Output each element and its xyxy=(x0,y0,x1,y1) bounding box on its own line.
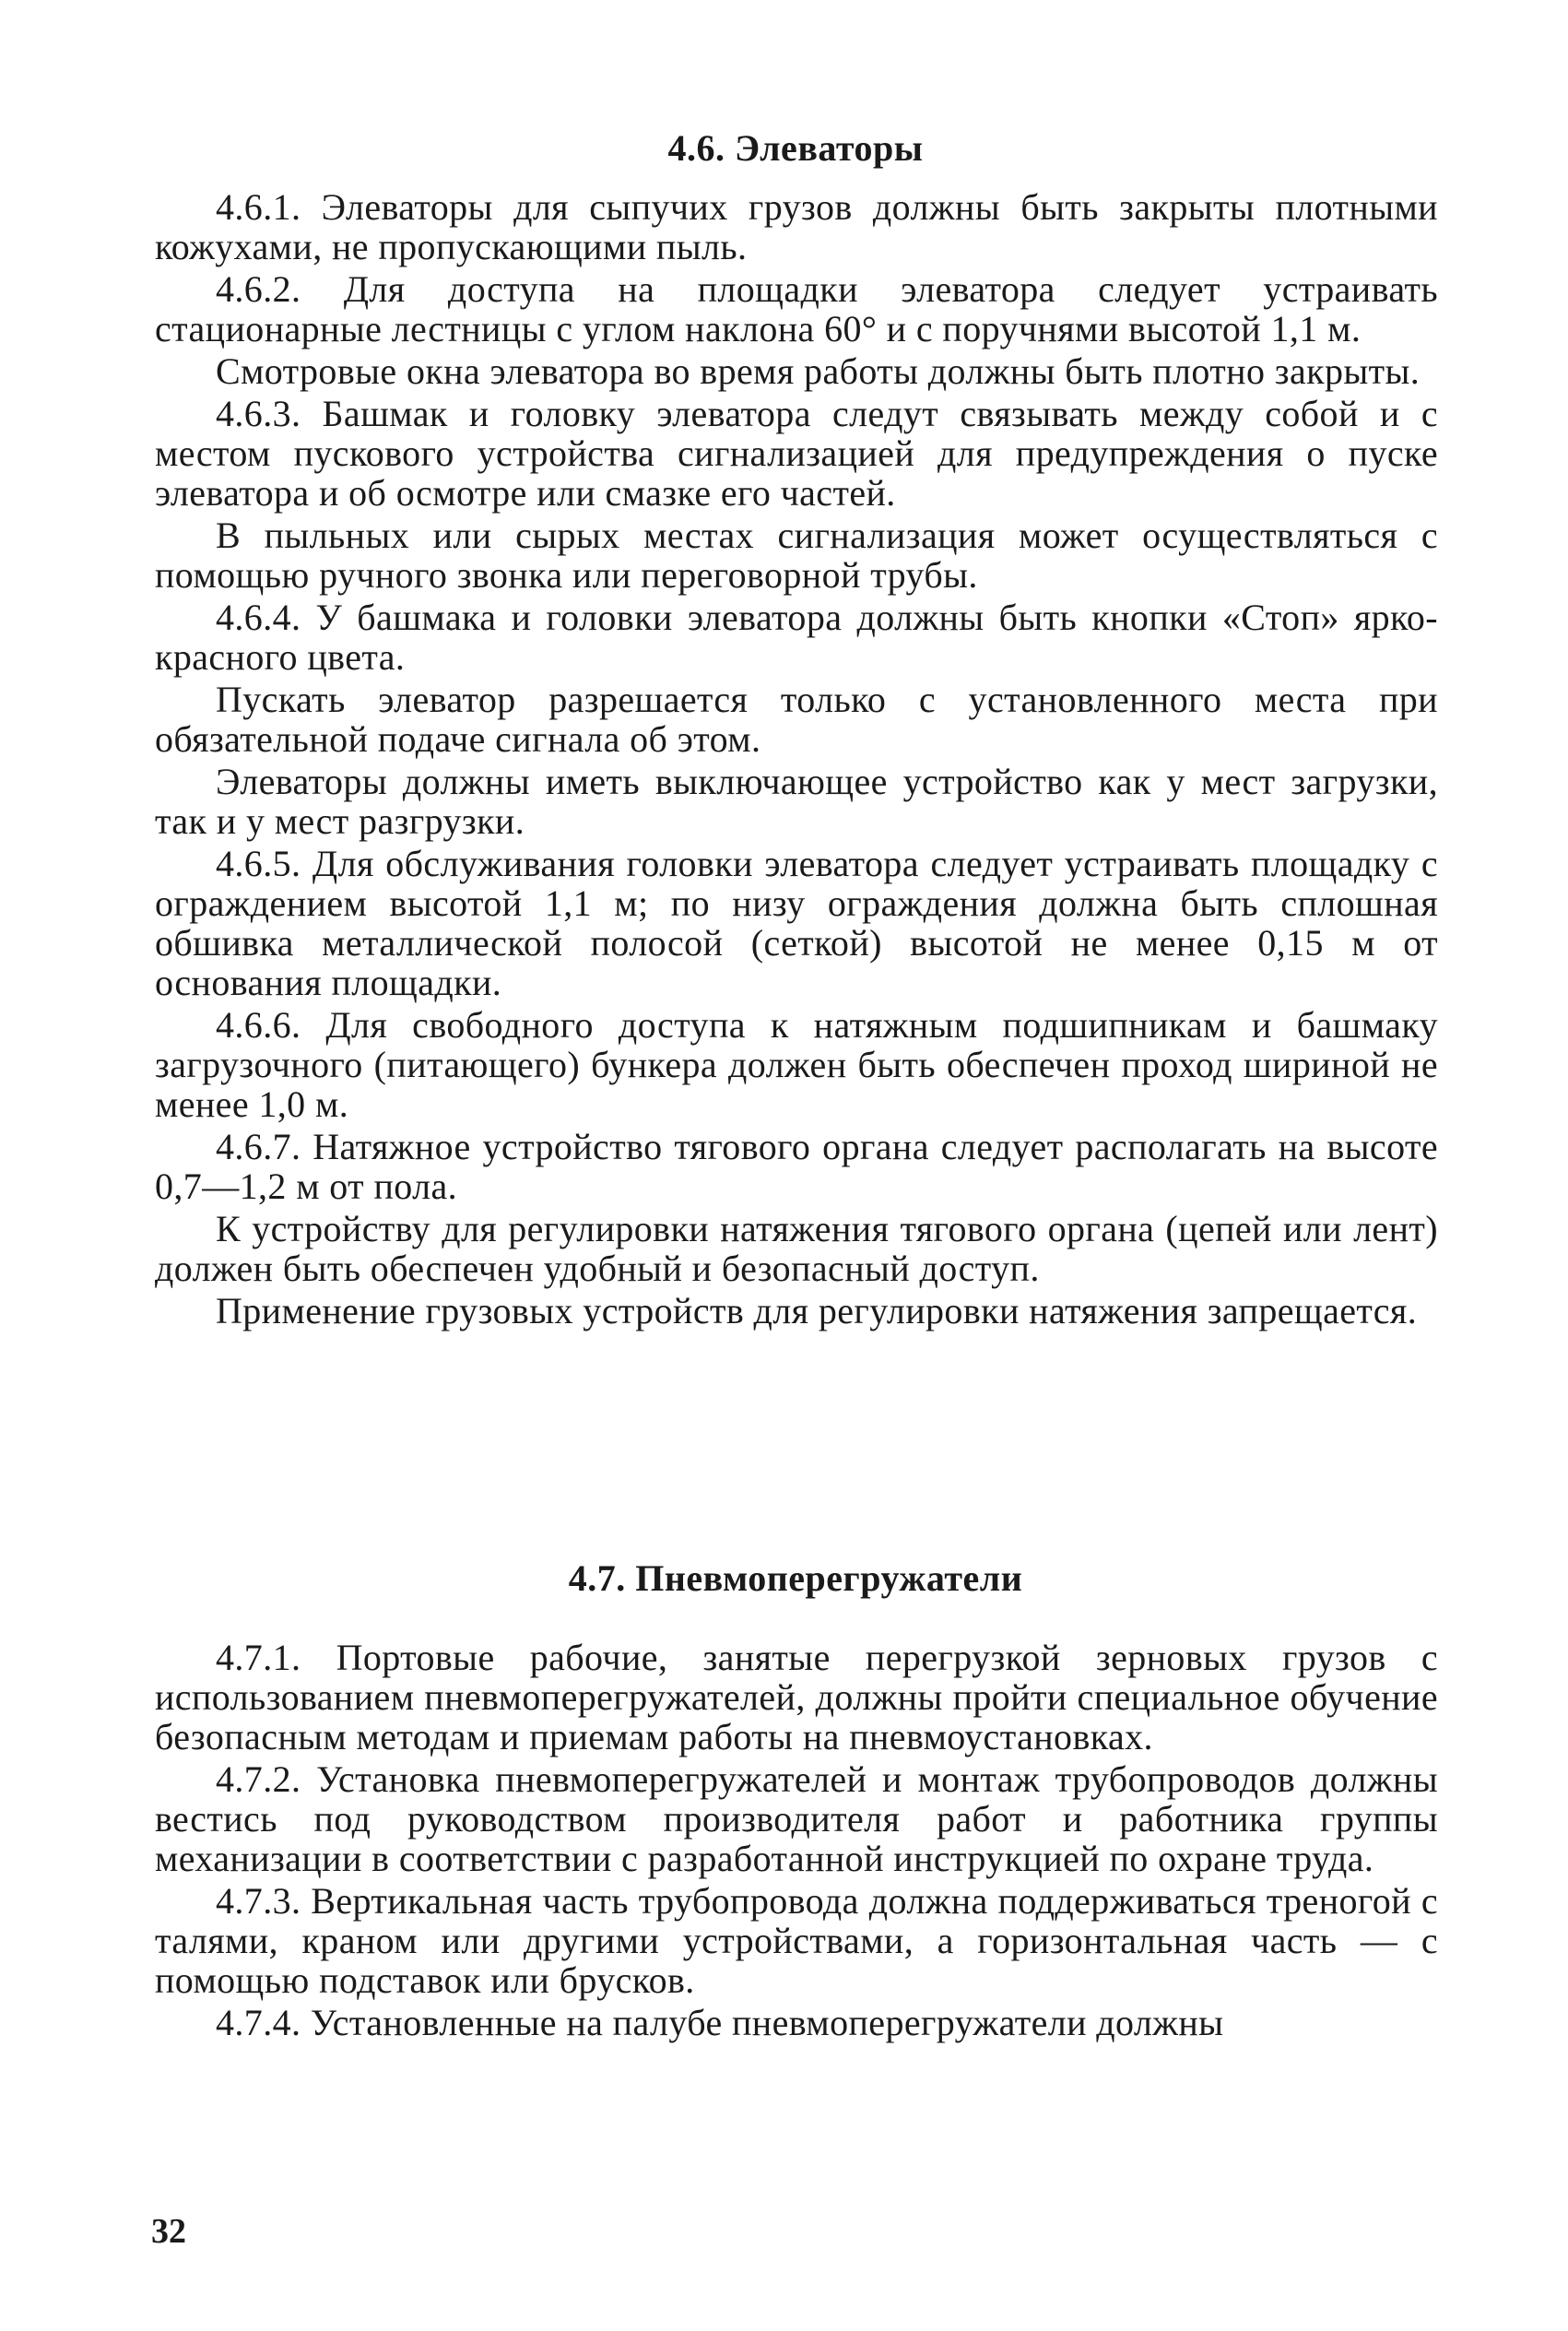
paragraph: 4.6.2. Для доступа на площадки элеватора следует устраивать стационарные лестницы с углом наклона 60° и с поручнями высотой 1,1 м. xyxy=(155,268,1438,349)
section-body-elevators xyxy=(155,187,1438,1333)
section-heading-pneumatic-loaders: 4.7. Пневмоперегружатели xyxy=(568,1557,1023,1599)
paragraph: 4.7.4. Установленные на палубе пневмоперегружатели должны xyxy=(216,2002,1224,2043)
section-heading-elevators: 4.6. Элеваторы xyxy=(667,127,924,169)
paragraph: 4.7.1. Портовые рабочие, занятые перегрузкой зерновых грузов с использованием пневмоперегружателей, должны пройти специальное обучение безопасным методам и приемам работы на пневмоустановках. xyxy=(155,1637,1438,1757)
paragraph: 4.7.3. Вертикальная часть трубопровода должна поддерживаться треногой с талями, краном или другими устройствами, а горизонтальная часть — с помощью подставок или брусков. xyxy=(155,1880,1438,2001)
paragraph: 4.6.3. Башмак и головку элеватора следут связывать между собой и с местом пускового устройства сигнализацией для предупреждения о пуске элеватора и об осмотре или смазке его частей. xyxy=(155,393,1438,514)
section-body-pneumatic-loaders xyxy=(155,1638,1438,2045)
paragraph: Пускать элеватор разрешается только с установленного места при обязательной подаче сигнала об этом. xyxy=(155,679,1438,760)
paragraph: 4.6.6. Для свободного доступа к натяжным подшипникам и башмаку загрузочного (питающего) бункера должен быть обеспечен проход шириной не менее 1,0 м. xyxy=(155,1004,1438,1125)
paragraph: 4.6.7. Натяжное устройство тягового органа следует располагать на высоте 0,7—1,2 м от пола. xyxy=(155,1126,1438,1207)
paragraph: Смотровые окна элеватора во время работы должны быть плотно закрыты. xyxy=(216,350,1421,392)
paragraph: В пыльных или сырых местах сигнализация может осуществляться с помощью ручного звонка или переговорной трубы. xyxy=(155,515,1438,596)
paragraph: К устройству для регулировки натяжения тягового органа (цепей или лент) должен быть обеспечен удобный и безопасный доступ. xyxy=(155,1208,1438,1289)
paragraph: 4.6.1. Элеваторы для сыпучих грузов должны быть закрыты плотными кожухами, не пропускающими пыль. xyxy=(155,186,1438,267)
paragraph: 4.6.5. Для обслуживания головки элеватора следует устраивать площадку с ограждением высотой 1,1 м; по низу ограждения должна быть сплошная обшивка металлической полосой (сеткой) высотой не менее 0,15 м от основания площадки. xyxy=(155,843,1438,1003)
paragraph: 4.6.4. У башмака и головки элеватора должны быть кнопки «Стоп» ярко-красного цвета. xyxy=(155,597,1438,678)
paragraph: Элеваторы должны иметь выключающее устройство как у мест загрузки, так и у мест разгрузки. xyxy=(155,761,1438,842)
paragraph: Применение грузовых устройств для регулировки натяжения запрещается. xyxy=(216,1290,1418,1331)
page-number: 32 xyxy=(151,2212,186,2251)
paragraph: 4.7.2. Установка пневмоперегружателей и монтаж трубопроводов должны вестись под руководством производителя работ и работника группы механизации в соответствии с разработанной инструкцией по охране труда. xyxy=(155,1758,1438,1879)
